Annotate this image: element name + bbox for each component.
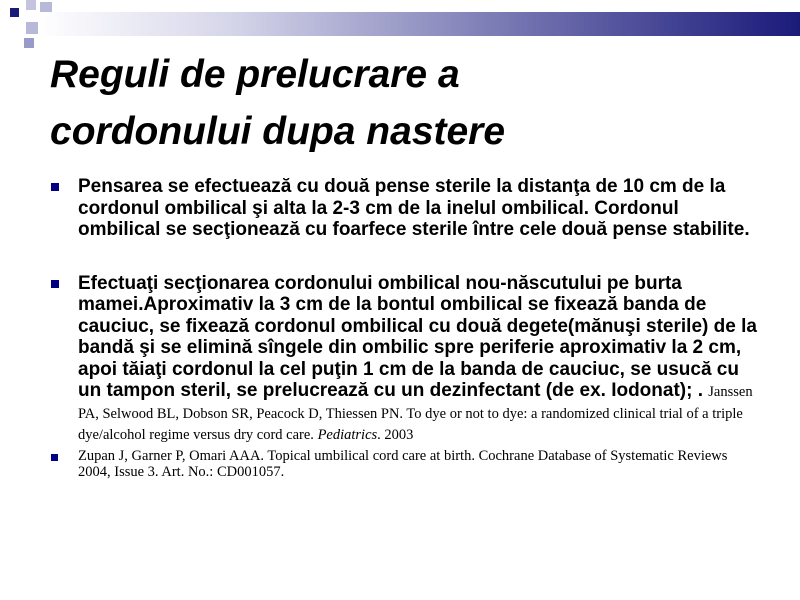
bullet-item (48, 273, 760, 445)
bullet-item (48, 176, 760, 241)
slide-title (50, 46, 780, 160)
bullet-text (78, 273, 760, 445)
title-line-1: Reguli de prelucrare a (50, 53, 460, 96)
square-bullet-icon (51, 454, 58, 461)
reference-journal: Pediatrics (317, 427, 378, 443)
reference-year: . 2003 (377, 427, 414, 443)
square-bullet-icon (51, 183, 59, 191)
bullet-main-text: Efectuaţi secţionarea cordonului ombilical nou-născutului pe burta mamei.Aproximativ la 3 cm de la bontul ombilical se fixează banda de cauciuc, se fixează cordonul ombilical cu două degete(mănuşi sterile) de la bandă şi se elimină sîngele din ombilic spre periferie aproximativ la 2 cm, apoi tăiaţi cordonul la cel puţin 1 cm de la banda de cauciuc, se usucă cu un tampon steril, se prelucrează cu un dezinfectant (de ex. Iodonat); . (78, 272, 757, 401)
deco-square-dark (10, 8, 19, 17)
bullet-text: Pensarea se efectuează cu două pense sterile la distanţa de 10 cm de la cordonul ombilical şi alta la 2-3 cm de la inelul ombilical. Cordonul ombilical se secţionează cu foarfece sterile între cele două pense stabilite. (78, 176, 750, 240)
deco-square-light (26, 22, 38, 34)
deco-square-mid (24, 38, 34, 48)
header-gradient-bar (38, 12, 800, 36)
reference-text: Zupan J, Garner P, Omari AAA. Topical umbilical cord care at birth. Cochrane Database of Systematic Reviews 2004, Issue 3. Art. No.: CD001057. (78, 447, 728, 480)
deco-square-light (26, 0, 36, 10)
bullet-item (48, 448, 760, 481)
square-bullet-icon (51, 280, 59, 288)
title-line-2: cordonului dupa nastere (50, 110, 506, 153)
slide-content (48, 176, 760, 481)
reference-text: Janssen PA, Selwood BL, Dobson SR, Peacock D, Thiessen PN. To dye or not to dye: a randomized clinical trial of a triple dye/alcohol regime versus dry cord care. (78, 384, 753, 443)
